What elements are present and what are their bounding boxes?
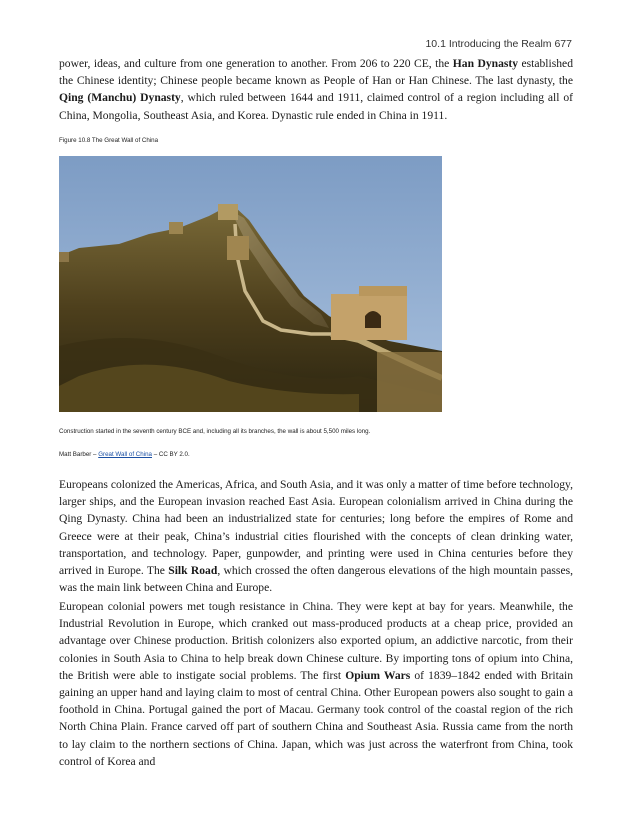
text-run: established the Chinese identity; Chinese people became known as People of Han or Han Chinese. The last dynasty, the: [59, 57, 574, 88]
paragraph-european-colonialism: [59, 476, 573, 596]
credit-source-link[interactable]: Great Wall of China: [98, 451, 152, 458]
page-number: 677: [554, 38, 572, 50]
paragraph-colonial-powers: [59, 598, 573, 770]
paragraph-han-qing: [59, 55, 573, 124]
text-run: Europeans colonized the Americas, Africa, and South Asia, and it was only a matter of time before technology, larger ships, and the European invasion reached East Asia. European colonialism arrived in China during the Qing Dynasty. China had been an industrialized state for centuries; long before the empires of Rome and Greece were at their peak, China’s industrial cities flourished with the concepts of clean drinking water, transportation, and technology. Paper, gunpowder, and printing were used in China centuries before they arrived in Europe. The: [59, 478, 573, 578]
running-title: 10.1 Introducing the Realm: [425, 38, 552, 50]
running-header: [425, 38, 572, 50]
text-run: power, ideas, and culture from one generation to another. From 206 to 220 CE, the: [59, 57, 453, 70]
text-run: of 1839–1842 ended with Britain gaining an upper hand and laying claim to most of central China. Other European powers also sought to gain a foothold in China. Portugal gained the port of Macau. Germany took control of the coastal region of the rich North China Plain. France carved off part of southern China and Southeast Asia. Russia came from the north to lay claim to the northern sections of China. Japan, which was just across the waterfront from China, took control of Korea and: [59, 668, 574, 768]
credit-author: Matt Barber –: [59, 451, 99, 458]
text-run: , which crossed the often dangerous elevations of the high mountain passes, was the main link between China and Europe.: [59, 564, 573, 595]
figure-description: Construction started in the seventh century BCE and, including all its branches, the wall is about 5,500 miles long.: [59, 428, 371, 435]
key-term: Opium Wars: [345, 668, 411, 682]
figure-credit: [59, 451, 190, 458]
key-term: Silk Road: [168, 564, 218, 578]
text-run: , which ruled between 1644 and 1911, claimed control of a region including all of China, Mongolia, Southeast Asia, and Korea. Dynastic rule ended in China in 1911.: [59, 91, 573, 122]
key-term: Qing (Manchu) Dynasty: [59, 91, 181, 105]
great-wall-photo: [59, 156, 442, 412]
credit-license: – CC BY 2.0.: [151, 451, 190, 458]
text-run: European colonial powers met tough resistance in China. They were kept at bay for years. Meanwhile, the Industrial Revolution in Europe, which cranked out mass-produced products at a cheap price, provided an advantage over Chinese production. British colonizers also exported opium, an addictive narcotic, from their colonies in South Asia to China to help break down Chinese culture. By importing tons of opium into China, the British were able to instigate social problems. The first: [59, 600, 573, 682]
figure-label: Figure 10.8 The Great Wall of China: [59, 137, 159, 144]
key-term: Han Dynasty: [452, 57, 519, 70]
